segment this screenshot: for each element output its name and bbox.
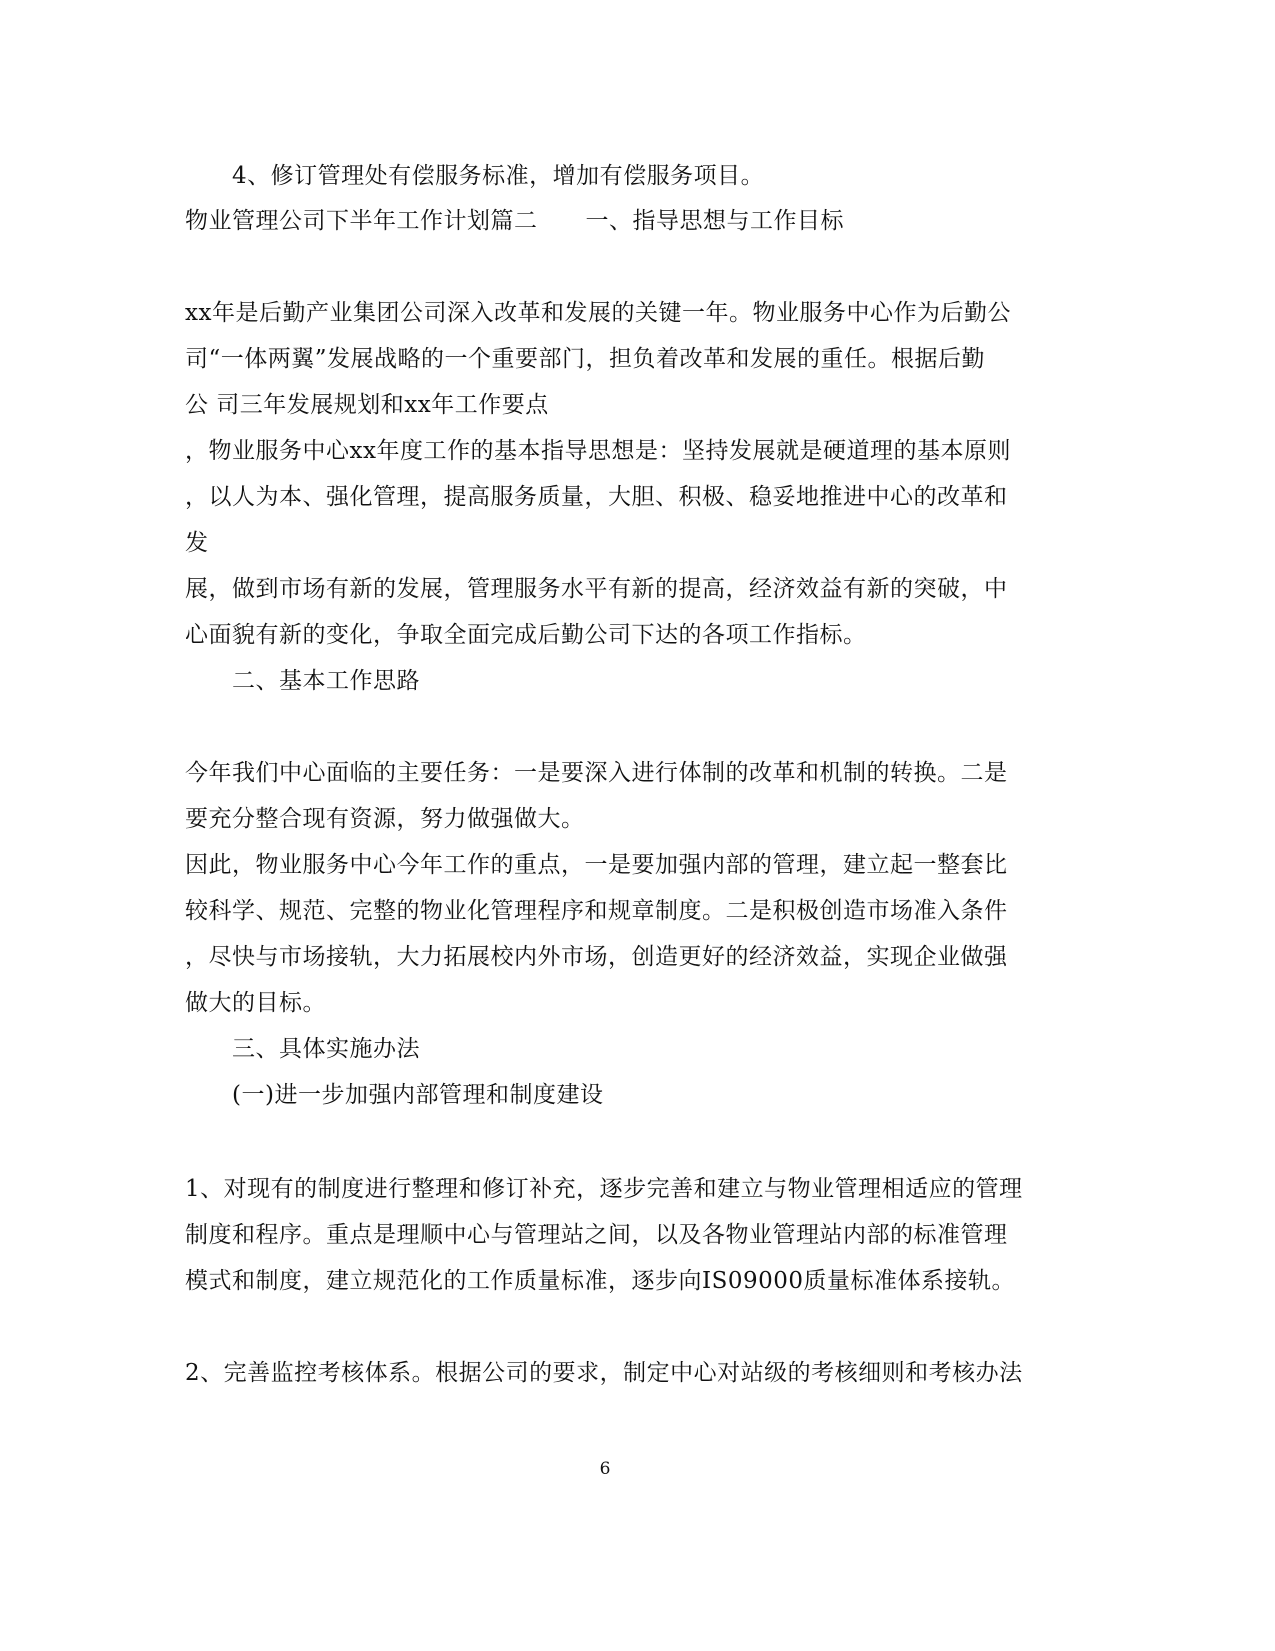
paragraph-line: ，以人为本、强化管理，提高服务质量，大胆、积极、稳妥地推进中心的改革和 [185, 484, 1008, 510]
paragraph-line: 2、完善监控考核体系。根据公司的要求，制定中心对站级的考核细则和考核办法 [185, 1360, 1023, 1386]
paragraph-line: 公 司三年发展规划和xx年工作要点 [185, 392, 549, 418]
paragraph-line: ，尽快与市场接轨，大力拓展校内外市场，创造更好的经济效益，实现企业做强 [185, 944, 1008, 970]
paragraph-line: 较科学、规范、完整的物业化管理程序和规章制度。二是积极创造市场准入条件 [185, 898, 1008, 924]
paragraph-line: 心面貌有新的变化，争取全面完成后勤公司下达的各项工作指标。 [185, 622, 867, 648]
paragraph-line: 今年我们中心面临的主要任务：一是要深入进行体制的改革和机制的转换。二是 [185, 760, 1008, 786]
section-heading: 三、具体实施办法 [232, 1036, 420, 1062]
paragraph-line: 1、对现有的制度进行整理和修订补充，逐步完善和建立与物业管理相适应的管理 [185, 1176, 1023, 1202]
section-heading-line [185, 206, 844, 236]
paragraph-line: 4、修订管理处有偿服务标准，增加有偿服务项目。 [232, 163, 765, 189]
paragraph-line: 制度和程序。重点是理顺中心与管理站之间，以及各物业管理站内部的标准管理 [185, 1222, 1008, 1248]
section-heading: 二、基本工作思路 [232, 668, 420, 694]
paragraph-line: 要充分整合现有资源，努力做强做大。 [185, 806, 585, 832]
paragraph-line: 做大的目标。 [185, 990, 326, 1016]
subsection-heading: (一)进一步加强内部管理和制度建设 [232, 1082, 604, 1108]
paragraph-line: 模式和制度，建立规范化的工作质量标准，逐步向IS09000质量标准体系接轨。 [185, 1268, 1016, 1294]
paragraph-line: 发 [185, 530, 209, 556]
section-heading: 一、指导思想与工作目标 [585, 208, 844, 234]
paragraph-line: 因此，物业服务中心今年工作的重点，一是要加强内部的管理，建立起一整套比 [185, 852, 1008, 878]
paragraph-line: 展，做到市场有新的发展，管理服务水平有新的提高，经济效益有新的突破，中 [185, 576, 1008, 602]
page-number: 6 [599, 1459, 611, 1479]
document-title: 物业管理公司下半年工作计划篇二 [185, 208, 538, 234]
paragraph-line: ，物业服务中心xx年度工作的基本指导思想是：坚持发展就是硬道理的基本原则 [185, 438, 1011, 464]
paragraph-line: 司“一体两翼”发展战略的一个重要部门，担负着改革和发展的重任。根据后勤 [185, 346, 986, 372]
paragraph-line: xx年是后勤产业集团公司深入改革和发展的关键一年。物业服务中心作为后勤公 [185, 300, 1011, 326]
